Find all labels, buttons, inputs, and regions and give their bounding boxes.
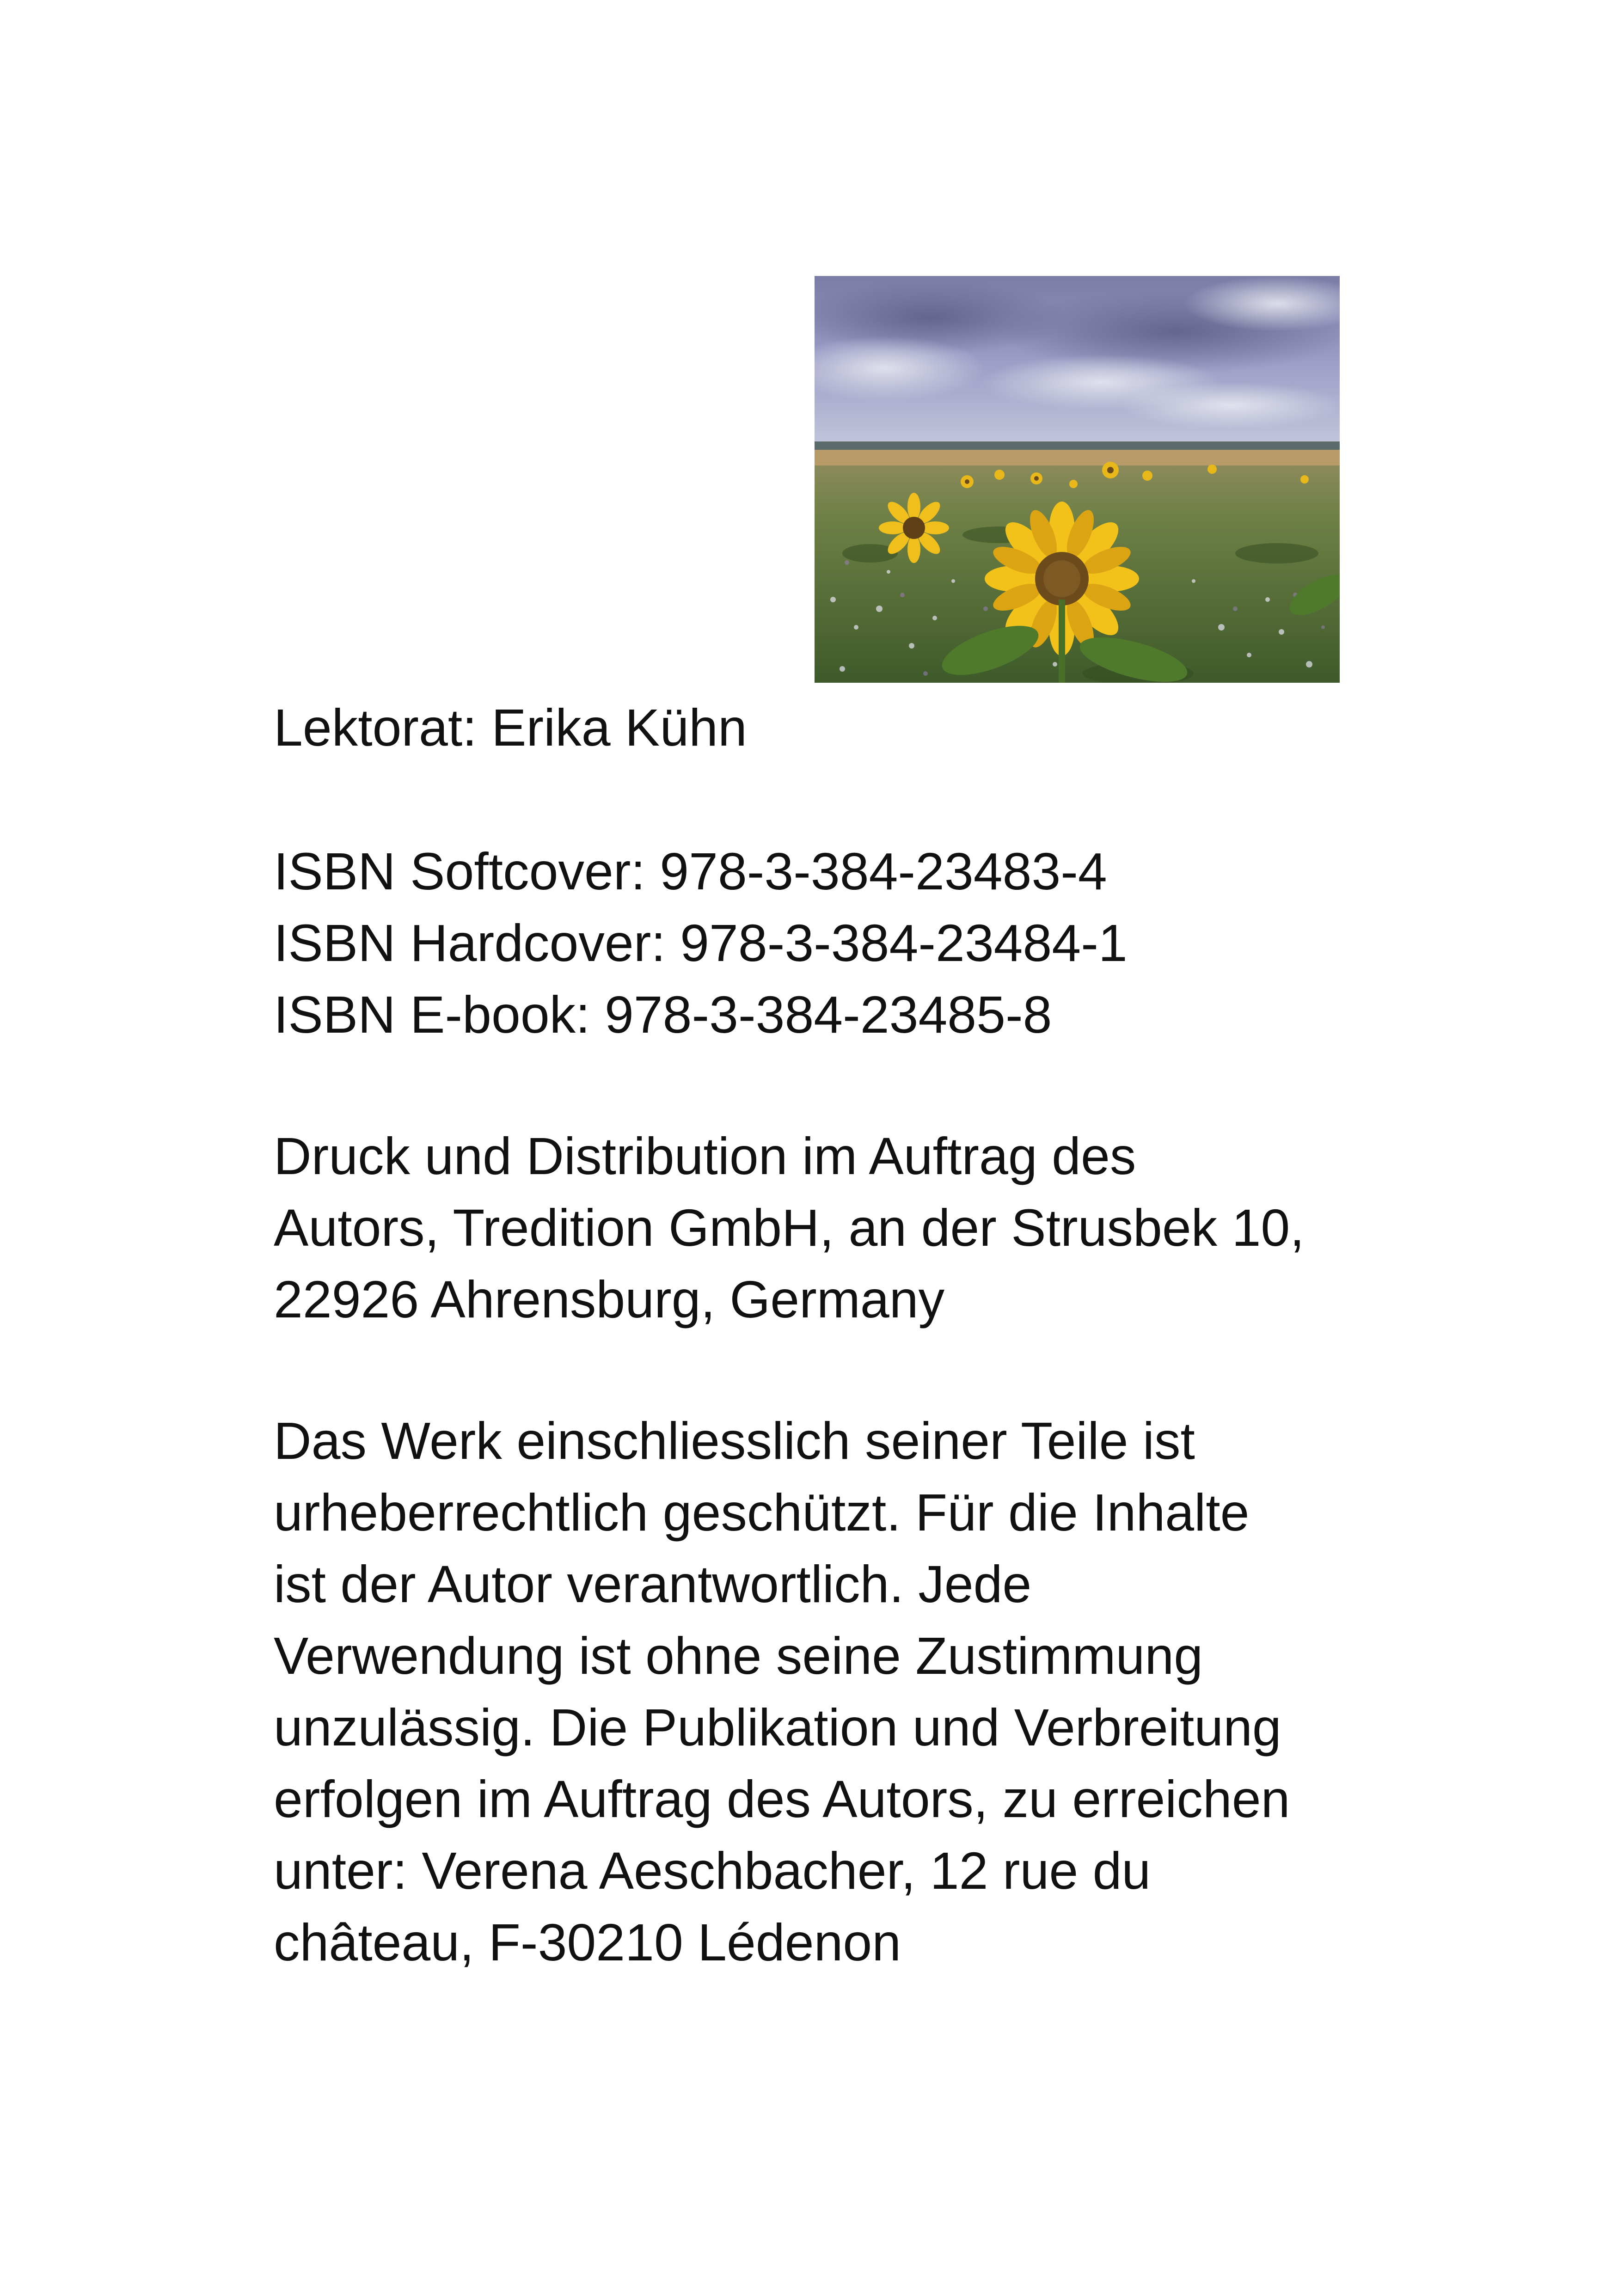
isbn-hardcover: ISBN Hardcover: 978-3-384-23484-1	[274, 914, 1128, 972]
rights-line: unzulässig. Die Publikation und Verbreitung	[274, 1698, 1281, 1757]
isbn-softcover: ISBN Softcover: 978-3-384-23483-4	[274, 842, 1107, 900]
print-distribution-notice	[274, 1120, 1383, 1335]
print-line: 22926 Ahrensburg, Germany	[274, 1270, 945, 1329]
sunflower-field-photo	[815, 276, 1340, 683]
rights-line: Das Werk einschliesslich seiner Teile ist	[274, 1412, 1195, 1470]
rights-line: Verwendung ist ohne seine Zustimmung	[274, 1627, 1203, 1685]
print-line: Autors, Tredition GmbH, an der Strusbek 10,	[274, 1199, 1305, 1257]
isbn-ebook: ISBN E-book: 978-3-384-23485-8	[274, 986, 1052, 1044]
copyright-notice	[274, 1405, 1383, 1978]
isbn-list	[274, 836, 1383, 1051]
editor-line: Lektorat: Erika Kühn	[274, 698, 747, 757]
rights-line: château, F-30210 Lédenon	[274, 1913, 901, 1971]
rights-line: urheberrechtlich geschützt. Für die Inhalte	[274, 1483, 1250, 1542]
rights-line: erfolgen im Auftrag des Autors, zu erreichen	[274, 1770, 1290, 1828]
rights-line: unter: Verena Aeschbacher, 12 rue du	[274, 1842, 1151, 1900]
print-line: Druck und Distribution im Auftrag des	[274, 1127, 1136, 1185]
editor-credit	[274, 692, 1383, 764]
rights-line: ist der Autor verantwortlich. Jede	[274, 1555, 1032, 1613]
